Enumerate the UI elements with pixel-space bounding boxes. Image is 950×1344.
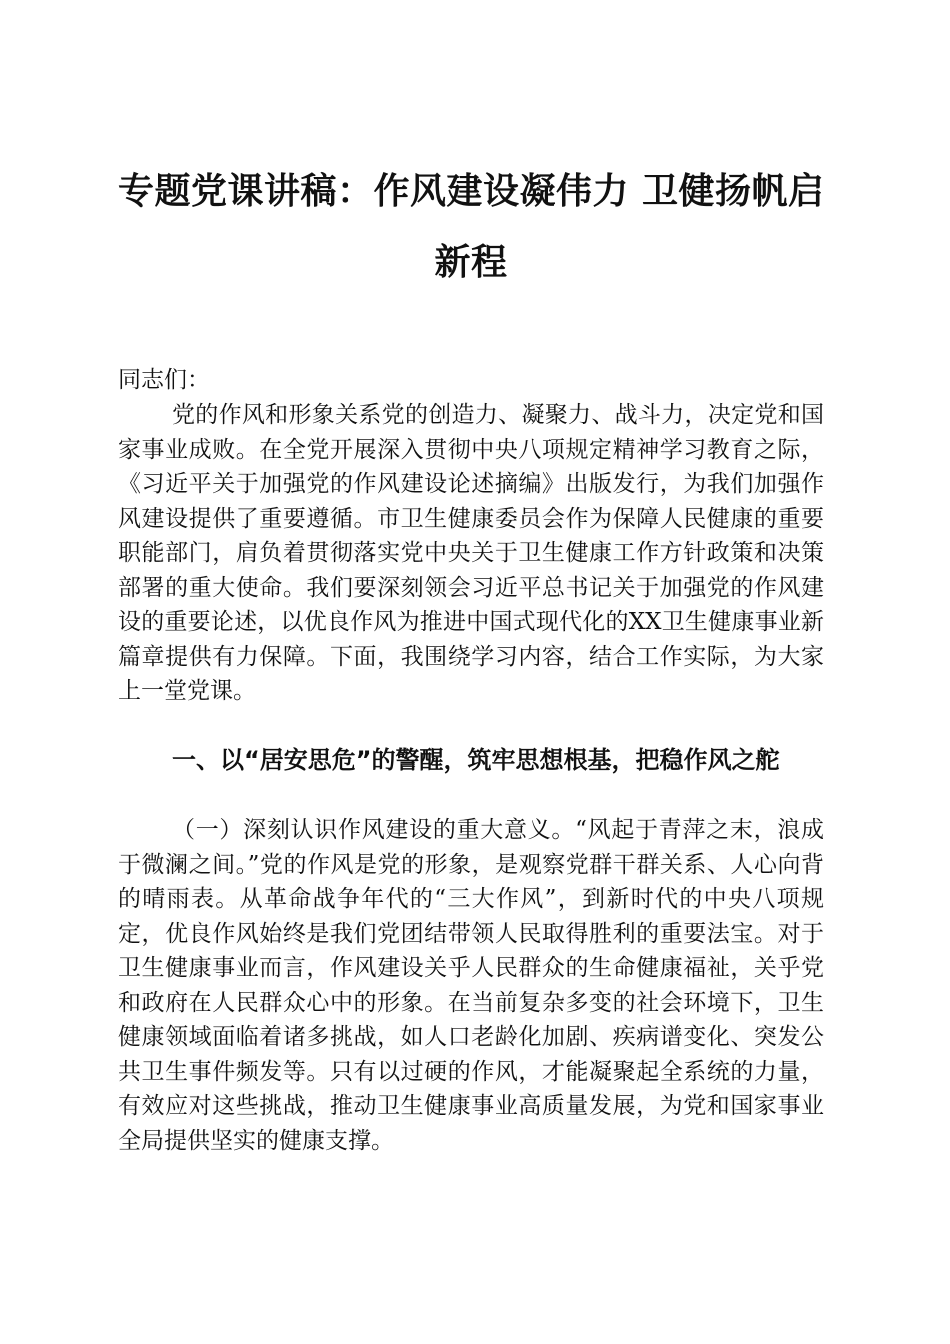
intro-paragraph: 党的作风和形象关系党的创造力、凝聚力、战斗力，决定党和国家事业成败。在全党开展深入贯彻中央八项规定精神学习教育之际，《习近平关于加强党的作风建设论述摘编》出版发行，为我们加强作风建设提供了重要遵循。市卫生健康委员会作为保障人民健康的重要职能部门，肩负着贯彻落实党中央关于卫生健康工作方针政策和决策部署的重大使命。我们要深刻领会习近平总书记关于加强党的作风建设的重要论述，以优良作风为推进中国式现代化的XX卫生健康事业新篇章提供有力保障。下面，我围绕学习内容，结合工作实际，为大家上一堂党课。 (118, 402, 824, 704)
document-title-line1: 专题党课讲稿：作风建设凝伟力 卫健扬帆启 (118, 170, 825, 212)
section-heading-1: 一、以“居安思危”的警醒，筑牢思想根基，把稳作风之舵 (172, 746, 780, 774)
document-title-line2: 新程 (434, 241, 508, 283)
section1-paragraph: （一）深刻认识作风建设的重大意义。“风起于青萍之末，浪成于微澜之间。”党的作风是党的形象，是观察党群干群关系、人心向背的晴雨表。从革命战争年代的“三大作风”，到新时代的中央八项规定，优良作风始终是我们党团结带领人民取得胜利的重要法宝。对于卫生健康事业而言，作风建设关乎人民群众的生命健康福祉，关乎党和政府在人民群众心中的形象。在当前复杂多变的社会环境下，卫生健康领域面临着诸多挑战，如人口老龄化加剧、疾病谱变化、突发公共卫生事件频发等。只有以过硬的作风，才能凝聚起全系统的力量，有效应对这些挑战，推动卫生健康事业高质量发展，为党和国家事业全局提供坚实的健康支撑。 (118, 817, 824, 1154)
greeting: 同志们： (118, 367, 210, 393)
